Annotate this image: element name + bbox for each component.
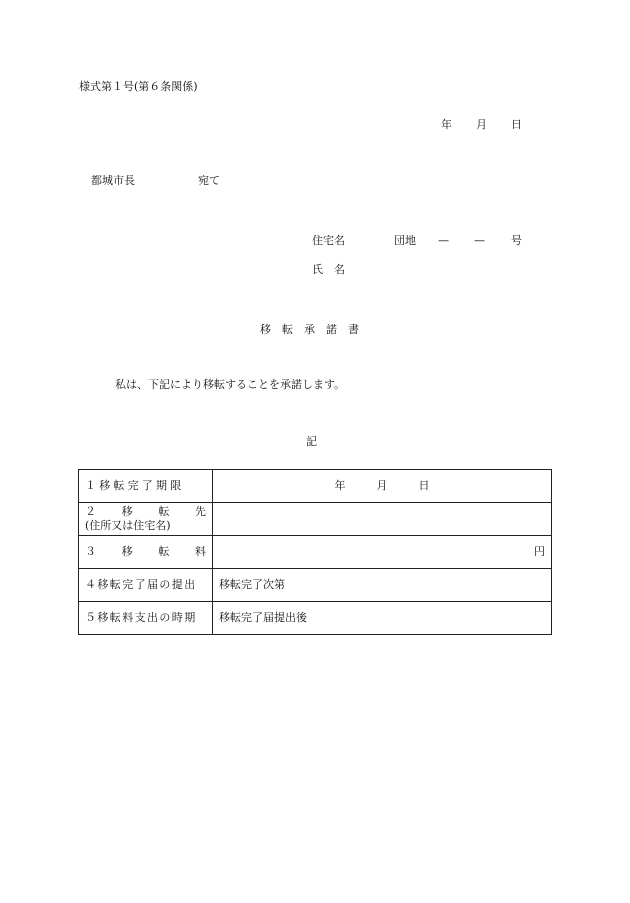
date-day: 日 <box>511 118 522 131</box>
applicant-name-label: 氏 名 <box>312 263 345 276</box>
page-title: 移転承諾書 <box>260 323 370 336</box>
addressee-suffix: 宛て <box>198 174 220 187</box>
table-row <box>79 602 552 635</box>
number-suffix: 号 <box>511 234 522 247</box>
row2-sublabel: (住所又は住宅名) <box>85 519 171 532</box>
date-year: 年 <box>441 118 452 131</box>
table-row <box>79 569 552 602</box>
row4-value: 移転完了次第 <box>213 569 552 602</box>
row2-value <box>213 503 552 536</box>
row2-char-a: 移 <box>121 505 133 518</box>
row3-label <box>79 536 213 569</box>
housing-label: 住宅名 <box>312 234 345 247</box>
addressee <box>91 174 220 188</box>
submission-date <box>441 118 522 132</box>
row4-label: ４移転完了届の提出 <box>79 569 213 602</box>
dash-1: — <box>438 234 449 247</box>
row2-char-b: 転 <box>158 505 170 518</box>
row3-char-b: 転 <box>158 545 170 558</box>
deadline-year: 年 <box>334 479 346 492</box>
row3-char-c: 料 <box>194 545 206 558</box>
consent-statement: 私は、下記により移転することを承諾します。 <box>115 378 346 391</box>
row3-char-a: 移 <box>121 545 133 558</box>
ki-heading: 記 <box>306 435 317 448</box>
table-row <box>79 536 552 569</box>
row2-num: ２ <box>85 505 96 518</box>
danchi-label: 団地 <box>394 234 416 247</box>
deadline-month: 月 <box>376 479 388 492</box>
dash-2: — <box>474 234 485 247</box>
row1-label: １移転完了期限 <box>79 470 213 503</box>
row3-num: ３ <box>85 545 96 558</box>
table-row <box>79 470 552 503</box>
addressee-name: 都城市長 <box>91 174 135 187</box>
row2-label <box>79 503 213 536</box>
table-row <box>79 503 552 536</box>
row5-label: ５移転料支出の時期 <box>79 602 213 635</box>
date-month: 月 <box>476 118 487 131</box>
row5-value: 移転完了届提出後 <box>213 602 552 635</box>
details-table <box>78 469 552 635</box>
row1-value <box>213 470 552 503</box>
row3-value: 円 <box>213 536 552 569</box>
form-number: 様式第１号(第６条関係) <box>79 80 198 93</box>
deadline-day: 日 <box>418 479 430 492</box>
row2-char-c: 先 <box>194 505 206 518</box>
